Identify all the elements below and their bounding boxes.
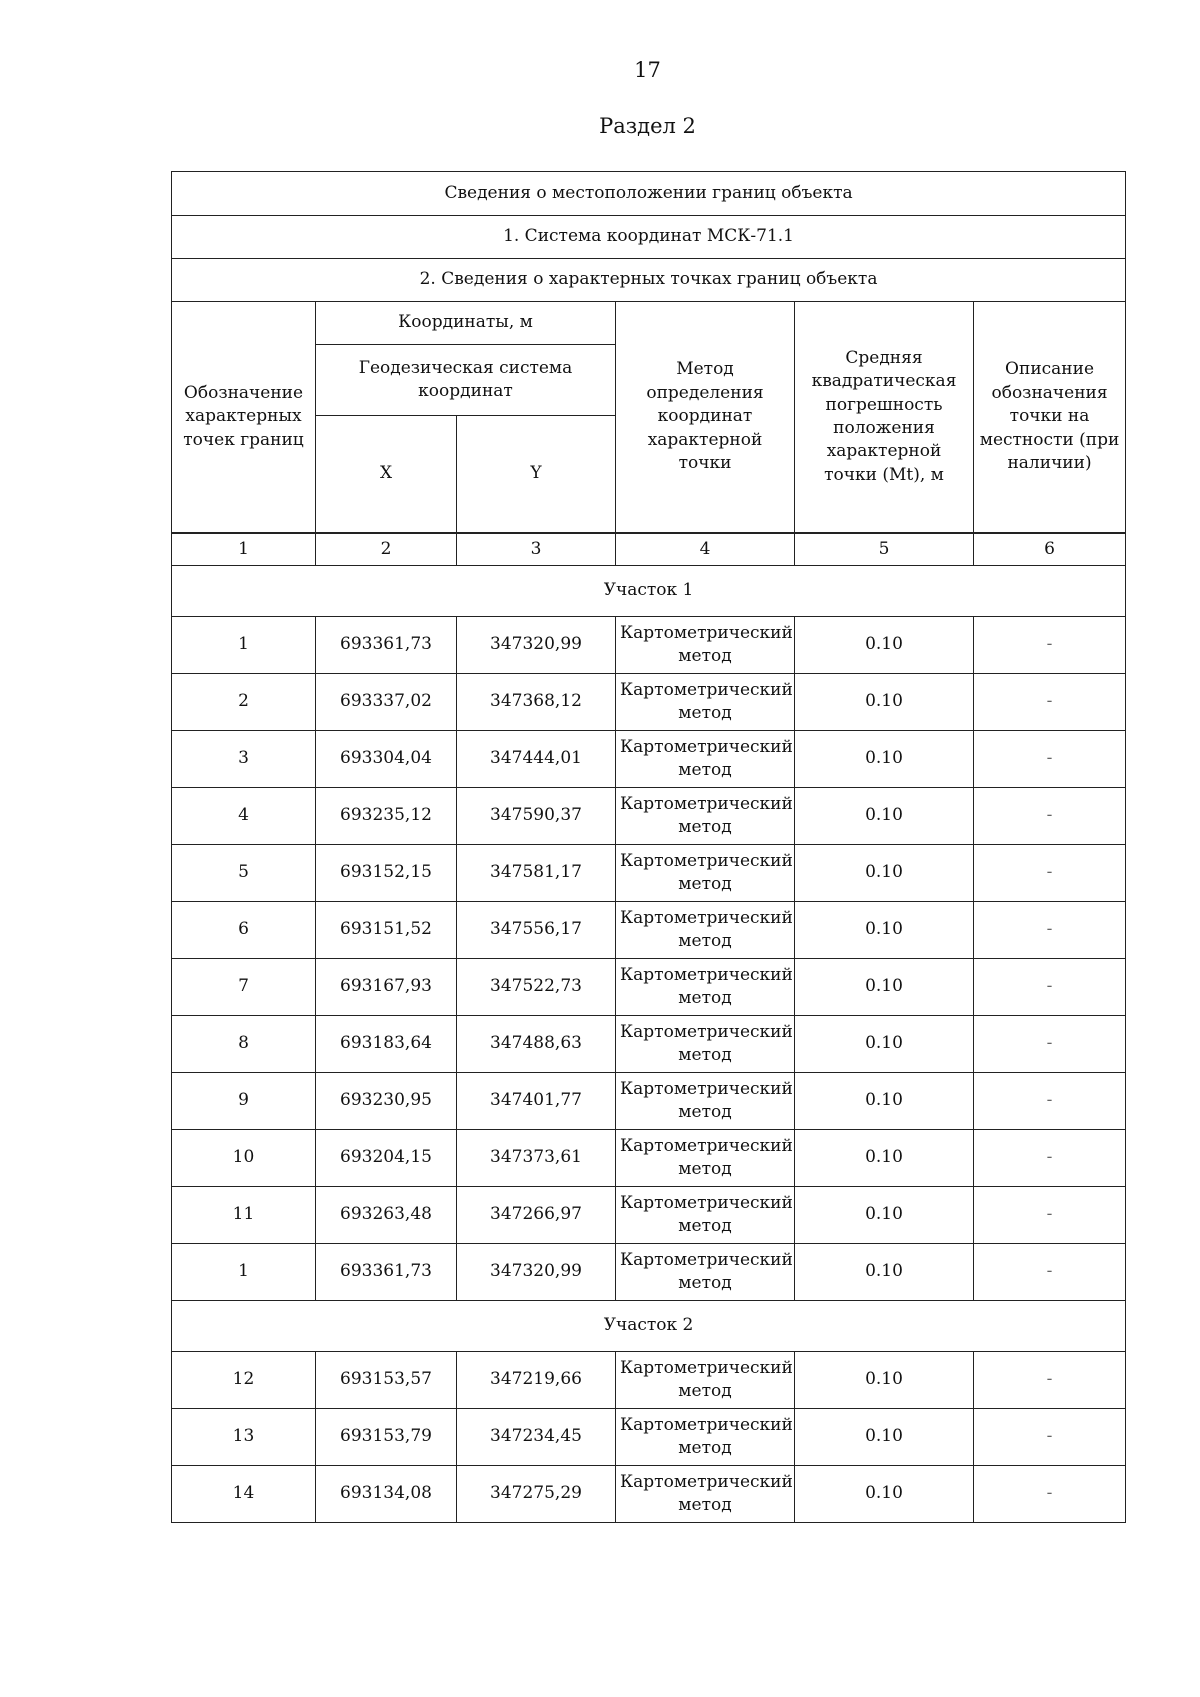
x-coordinate: 693167,93 [316, 959, 457, 1016]
x-coordinate: 693304,04 [316, 731, 457, 788]
column-number: 3 [457, 534, 616, 566]
zone-header-row [172, 566, 1126, 617]
zone-name: Участок 1 [172, 566, 1126, 617]
header-method: Метод определения координат характерной точки [616, 302, 795, 533]
table-row [172, 674, 1126, 731]
method-cell: Картометрический метод [616, 1130, 795, 1187]
table-row [172, 1016, 1126, 1073]
method-cell: Картометрический метод [616, 1073, 795, 1130]
description-cell: - [974, 1187, 1126, 1244]
header-y: Y [457, 416, 616, 533]
description-cell: - [974, 1352, 1126, 1409]
method-cell: Картометрический метод [616, 1466, 795, 1523]
method-cell: Картометрический метод [616, 788, 795, 845]
point-number: 2 [172, 674, 316, 731]
description-cell: - [974, 1130, 1126, 1187]
coordinate-system: 1. Система координат МСК-71.1 [172, 216, 1126, 259]
table-row [172, 1187, 1126, 1244]
table-title: Сведения о местоположении границ объекта [172, 172, 1126, 216]
table-row [172, 731, 1126, 788]
description-cell: - [974, 959, 1126, 1016]
x-coordinate: 693183,64 [316, 1016, 457, 1073]
method-cell: Картометрический метод [616, 902, 795, 959]
description-cell: - [974, 1466, 1126, 1523]
table-row [172, 902, 1126, 959]
mean-error-cell: 0.10 [795, 1016, 974, 1073]
method-cell: Картометрический метод [616, 959, 795, 1016]
mean-error-cell: 0.10 [795, 1187, 974, 1244]
y-coordinate: 347444,01 [457, 731, 616, 788]
zone-name: Участок 2 [172, 1301, 1126, 1352]
mean-error-cell: 0.10 [795, 1352, 974, 1409]
header-description: Описание обозначения точки на местности (при наличии) [974, 302, 1126, 533]
header-geodetic-system: Геодезическая система координат [316, 345, 616, 416]
table-row [172, 1352, 1126, 1409]
point-number: 14 [172, 1466, 316, 1523]
y-coordinate: 347401,77 [457, 1073, 616, 1130]
header-mean-error: Средняя квадратическая погрешность положения характерной точки (Mt), м [795, 302, 974, 533]
point-number: 3 [172, 731, 316, 788]
column-number: 1 [172, 534, 316, 566]
point-number: 10 [172, 1130, 316, 1187]
mean-error-cell: 0.10 [795, 1073, 974, 1130]
column-number: 4 [616, 534, 795, 566]
mean-error-cell: 0.10 [795, 959, 974, 1016]
mean-error-cell: 0.10 [795, 617, 974, 674]
point-number: 1 [172, 617, 316, 674]
table-row [172, 1244, 1126, 1301]
table-row [172, 1409, 1126, 1466]
mean-error-cell: 0.10 [795, 1244, 974, 1301]
column-number: 2 [316, 534, 457, 566]
y-coordinate: 347266,97 [457, 1187, 616, 1244]
method-cell: Картометрический метод [616, 1409, 795, 1466]
x-coordinate: 693337,02 [316, 674, 457, 731]
point-number: 12 [172, 1352, 316, 1409]
description-cell: - [974, 1016, 1126, 1073]
point-number: 4 [172, 788, 316, 845]
y-coordinate: 347488,63 [457, 1016, 616, 1073]
y-coordinate: 347275,29 [457, 1466, 616, 1523]
boundary-points-table [171, 171, 1126, 1523]
y-coordinate: 347234,45 [457, 1409, 616, 1466]
point-number: 8 [172, 1016, 316, 1073]
table-row [172, 1466, 1126, 1523]
x-coordinate: 693235,12 [316, 788, 457, 845]
point-number: 6 [172, 902, 316, 959]
y-coordinate: 347373,61 [457, 1130, 616, 1187]
description-cell: - [974, 845, 1126, 902]
mean-error-cell: 0.10 [795, 1130, 974, 1187]
mean-error-cell: 0.10 [795, 902, 974, 959]
x-coordinate: 693153,57 [316, 1352, 457, 1409]
description-cell: - [974, 674, 1126, 731]
x-coordinate: 693263,48 [316, 1187, 457, 1244]
description-cell: - [974, 788, 1126, 845]
description-cell: - [974, 902, 1126, 959]
y-coordinate: 347590,37 [457, 788, 616, 845]
column-number: 5 [795, 534, 974, 566]
x-coordinate: 693153,79 [316, 1409, 457, 1466]
mean-error-cell: 0.10 [795, 731, 974, 788]
y-coordinate: 347522,73 [457, 959, 616, 1016]
method-cell: Картометрический метод [616, 1352, 795, 1409]
method-cell: Картометрический метод [616, 845, 795, 902]
point-number: 1 [172, 1244, 316, 1301]
table-row [172, 959, 1126, 1016]
y-coordinate: 347556,17 [457, 902, 616, 959]
column-numbers-row [172, 534, 1126, 566]
table-row [172, 845, 1126, 902]
mean-error-cell: 0.10 [795, 1466, 974, 1523]
method-cell: Картометрический метод [616, 731, 795, 788]
table-row [172, 1130, 1126, 1187]
point-number: 5 [172, 845, 316, 902]
point-number: 7 [172, 959, 316, 1016]
description-cell: - [974, 1073, 1126, 1130]
x-coordinate: 693361,73 [316, 617, 457, 674]
method-cell: Картометрический метод [616, 1187, 795, 1244]
x-coordinate: 693151,52 [316, 902, 457, 959]
x-coordinate: 693152,15 [316, 845, 457, 902]
y-coordinate: 347368,12 [457, 674, 616, 731]
mean-error-cell: 0.10 [795, 845, 974, 902]
zone-header-row [172, 1301, 1126, 1352]
method-cell: Картометрический метод [616, 1244, 795, 1301]
column-number: 6 [974, 534, 1126, 566]
table-row [172, 1073, 1126, 1130]
method-cell: Картометрический метод [616, 674, 795, 731]
table-row [172, 788, 1126, 845]
mean-error-cell: 0.10 [795, 788, 974, 845]
x-coordinate: 693134,08 [316, 1466, 457, 1523]
description-cell: - [974, 617, 1126, 674]
description-cell: - [974, 1409, 1126, 1466]
points-section-title: 2. Сведения о характерных точках границ объекта [172, 259, 1126, 302]
section-title: Раздел 2 [599, 114, 696, 138]
description-cell: - [974, 1244, 1126, 1301]
mean-error-cell: 0.10 [795, 674, 974, 731]
page-number: 17 [634, 58, 661, 82]
point-number: 13 [172, 1409, 316, 1466]
x-coordinate: 693204,15 [316, 1130, 457, 1187]
y-coordinate: 347219,66 [457, 1352, 616, 1409]
mean-error-cell: 0.10 [795, 1409, 974, 1466]
method-cell: Картометрический метод [616, 1016, 795, 1073]
point-number: 11 [172, 1187, 316, 1244]
method-cell: Картометрический метод [616, 617, 795, 674]
header-point-designation: Обозначение характерных точек границ [172, 302, 316, 533]
header-x: X [316, 416, 457, 533]
y-coordinate: 347320,99 [457, 1244, 616, 1301]
y-coordinate: 347581,17 [457, 845, 616, 902]
x-coordinate: 693230,95 [316, 1073, 457, 1130]
description-cell: - [974, 731, 1126, 788]
x-coordinate: 693361,73 [316, 1244, 457, 1301]
point-number: 9 [172, 1073, 316, 1130]
table-row [172, 617, 1126, 674]
y-coordinate: 347320,99 [457, 617, 616, 674]
header-coordinates: Координаты, м [316, 302, 616, 345]
